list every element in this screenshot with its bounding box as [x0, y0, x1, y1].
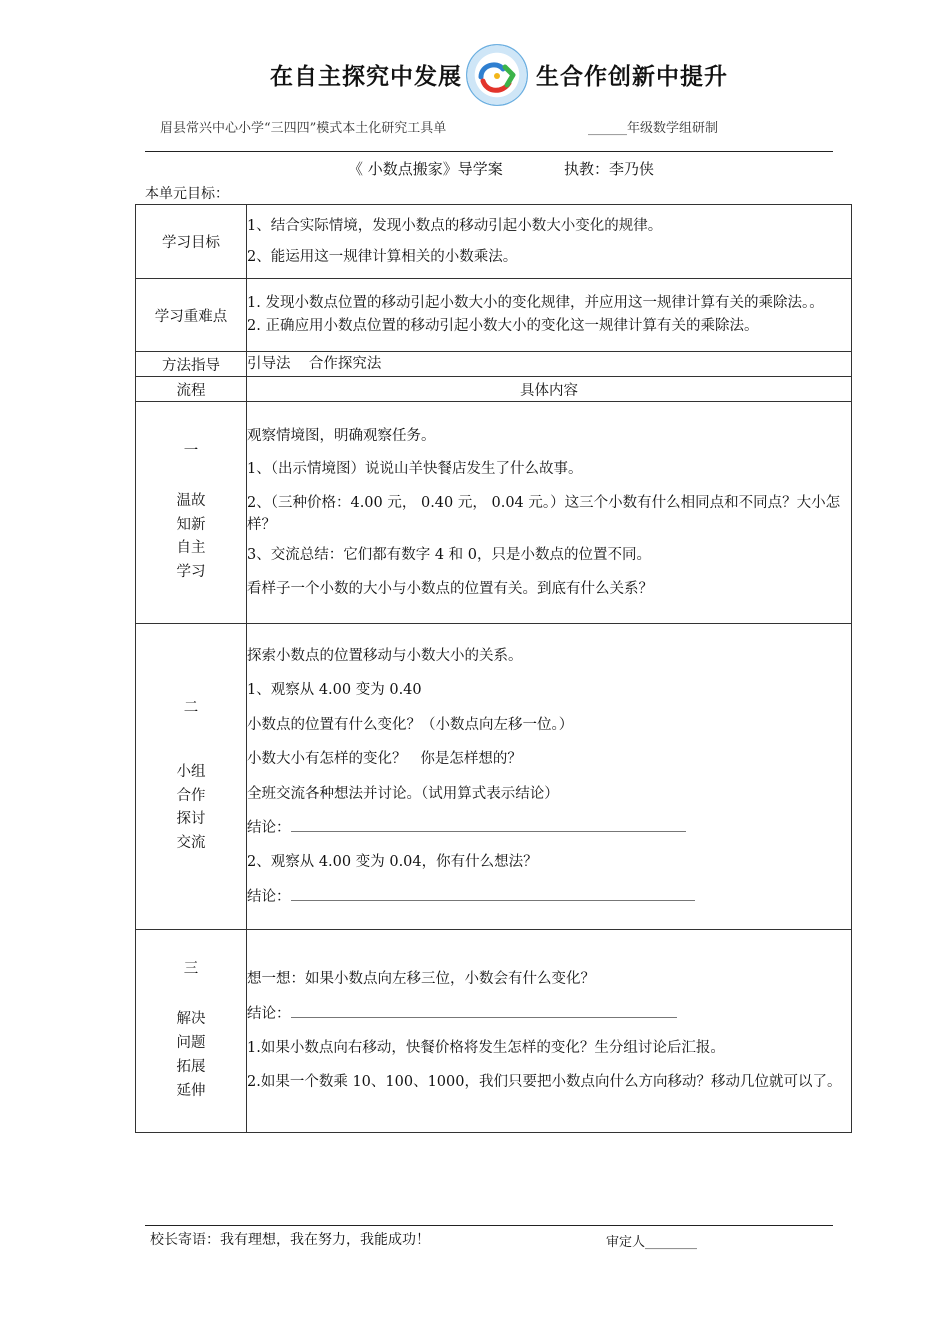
conclusion-line	[247, 1003, 851, 1025]
difficulty-row	[136, 279, 852, 352]
flow-label: 流程	[136, 377, 247, 402]
stage-line: 观察情境图，明确观察任务。	[247, 427, 436, 444]
goals-content	[247, 205, 852, 279]
stage-line: 想一想：如果小数点向左移三位，小数会有什么变化？	[247, 971, 595, 988]
conclusion-label: 结论：	[247, 819, 291, 836]
difficulty-label: 学习重难点	[136, 279, 247, 352]
content-label: 具体内容	[247, 377, 852, 402]
lesson-title: 《 小数点搬家》导学案	[348, 160, 503, 178]
unit-goal-label: 本单元目标：	[145, 186, 229, 202]
lesson-plan-table	[135, 204, 852, 1133]
stage-three-name: 拓展	[176, 1058, 206, 1075]
stage-one-name: 学习	[176, 564, 206, 581]
stage-line: 3、交流总结：它们都有数字 4 和 0，只是小数点的位置不同。	[247, 547, 652, 564]
stage-three-label	[136, 930, 247, 1133]
method-text: 引导法 合作探究法	[247, 352, 852, 377]
stage-two-label	[136, 624, 247, 930]
conclusion-label: 结论：	[247, 888, 291, 905]
conclusion-answer-blank[interactable]	[291, 1005, 677, 1018]
stage-line: 1.如果小数点向右移动，快餐价格将发生怎样的变化？生分组讨论后汇报。	[247, 1040, 725, 1056]
method-label: 方法指导	[136, 352, 247, 377]
difficulty-item: 1. 发现小数点位置的移动引起小数大小的变化规律，并应用这一规律计算有关的乘除法。。	[247, 294, 824, 311]
footer-divider	[145, 1225, 833, 1226]
goals-label: 学习目标	[136, 205, 247, 279]
stage-three-name: 解决	[176, 1011, 206, 1028]
stage-line: 看样子一个小数的大小与小数点的位置有关。到底有什么关系？	[247, 580, 653, 597]
conclusion-line	[247, 886, 851, 908]
stage-three-number: 三	[183, 961, 199, 978]
goals-row	[136, 205, 852, 279]
stage-line: 小数点的位置有什么变化？（小数点向左移一位。）	[247, 716, 574, 733]
stage-one-content	[247, 402, 852, 624]
difficulty-content	[247, 279, 852, 352]
stage-line: 2、（三种价格：4.00 元， 0.40 元， 0.04 元。）这三个小数有什么相同点和不同点？大小怎样？	[247, 494, 841, 533]
conclusion-label: 结论：	[247, 1005, 291, 1022]
stage-line: 探索小数点的位置移动与小数大小的关系。	[247, 647, 523, 664]
school-logo-icon	[466, 44, 528, 106]
stage-two-name: 合作	[176, 787, 206, 804]
stage-line: 全班交流各种想法并讨论。（试用算式表示结论）	[247, 785, 559, 802]
title-right: 生合作创新中提升	[536, 64, 728, 90]
stage-one-row	[136, 402, 852, 624]
stage-one-name: 自主	[176, 540, 206, 557]
grade-group-label: ______年级数学组研制	[588, 121, 719, 136]
conclusion-line	[247, 817, 851, 839]
stage-one-label	[136, 402, 247, 624]
stage-line: 2、观察从 4.00 变为 0.04，你有什么想法？	[247, 854, 538, 871]
difficulty-item: 2. 正确应用小数点位置的移动引起小数大小的变化这一规律计算有关的乘除法。	[247, 318, 759, 334]
stage-line: 2.如果一个数乘 10、100、1000，我们只要把小数点向什么方向移动？移动几位就可以了。	[247, 1074, 842, 1091]
stage-three-content	[247, 930, 852, 1133]
goal-item: 2、能运用这一规律计算相关的小数乘法。	[247, 248, 518, 265]
reviewer-label: 审定人________	[606, 1235, 698, 1250]
logo-graphic	[467, 45, 529, 107]
stage-one-number: 一	[183, 442, 199, 459]
stage-two-number: 二	[183, 699, 199, 716]
stage-two-row	[136, 624, 852, 930]
conclusion-answer-blank[interactable]	[291, 888, 695, 901]
stage-two-name: 探讨	[176, 811, 206, 828]
school-tool-label: 眉县常兴中心小学“三四四”模式本土化研究工具单	[160, 121, 447, 136]
stage-line: 1、（出示情境图）说说山羊快餐店发生了什么故事。	[247, 461, 583, 478]
method-row	[136, 352, 852, 377]
stage-three-row	[136, 930, 852, 1133]
conclusion-answer-blank[interactable]	[291, 819, 686, 832]
principal-motto: 校长寄语：我有理想，我在努力，我能成功！	[150, 1232, 430, 1248]
header-divider	[145, 151, 833, 152]
stage-one-name: 温故	[176, 492, 206, 509]
stage-two-content	[247, 624, 852, 930]
stage-line: 1、观察从 4.00 变为 0.40	[247, 682, 422, 699]
stage-line: 小数大小有怎样的变化？ 你是怎样想的？	[247, 751, 522, 768]
stage-three-name: 问题	[176, 1035, 206, 1052]
flow-header-row	[136, 377, 852, 402]
stage-two-name: 交流	[176, 835, 206, 852]
stage-three-name: 延伸	[176, 1082, 206, 1099]
teacher-label: 执教：李乃侠	[564, 160, 655, 178]
goal-item: 1、结合实际情境，发现小数点的移动引起小数大小变化的规律。	[247, 218, 663, 235]
stage-one-name: 知新	[176, 516, 206, 533]
title-left: 在自主探究中发展	[270, 64, 462, 90]
stage-two-name: 小组	[176, 763, 206, 780]
